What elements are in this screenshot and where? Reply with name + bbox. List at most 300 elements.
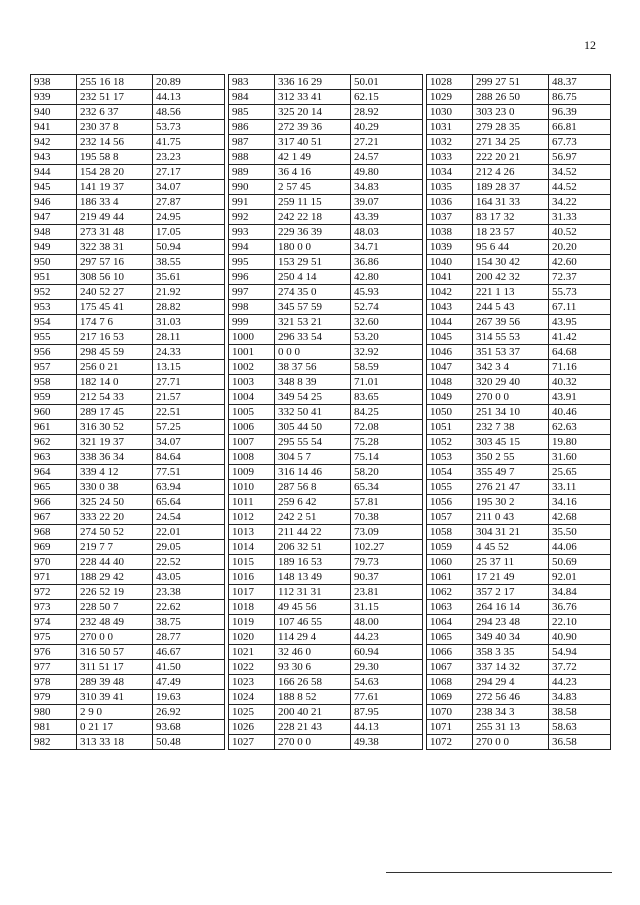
point-number-cell: 966 xyxy=(31,495,77,510)
point-number-cell: 1012 xyxy=(229,510,275,525)
distance-cell: 64.68 xyxy=(549,345,611,360)
point-number-cell: 953 xyxy=(31,300,77,315)
angle-cell: 270 0 0 xyxy=(275,735,351,750)
distance-cell: 87.95 xyxy=(351,705,423,720)
distance-cell: 40.46 xyxy=(549,405,611,420)
point-number-cell: 945 xyxy=(31,180,77,195)
angle-cell: 267 39 56 xyxy=(473,315,549,330)
point-number-cell: 1026 xyxy=(229,720,275,735)
distance-cell: 48.00 xyxy=(351,615,423,630)
point-number-cell: 994 xyxy=(229,240,275,255)
point-number-cell: 1063 xyxy=(427,600,473,615)
table-row xyxy=(31,645,611,660)
point-number-cell: 1006 xyxy=(229,420,275,435)
distance-cell: 56.97 xyxy=(549,150,611,165)
angle-cell: 317 40 51 xyxy=(275,135,351,150)
angle-cell: 4 45 52 xyxy=(473,540,549,555)
angle-cell: 222 20 21 xyxy=(473,150,549,165)
point-number-cell: 1068 xyxy=(427,675,473,690)
point-number-cell: 1062 xyxy=(427,585,473,600)
angle-cell: 200 42 32 xyxy=(473,270,549,285)
angle-cell: 264 16 14 xyxy=(473,600,549,615)
distance-cell: 34.07 xyxy=(153,180,225,195)
angle-cell: 349 40 34 xyxy=(473,630,549,645)
point-number-cell: 1035 xyxy=(427,180,473,195)
distance-cell: 43.91 xyxy=(549,390,611,405)
point-number-cell: 1033 xyxy=(427,150,473,165)
point-number-cell: 993 xyxy=(229,225,275,240)
distance-cell: 41.50 xyxy=(153,660,225,675)
distance-cell: 34.52 xyxy=(549,165,611,180)
distance-cell: 40.29 xyxy=(351,120,423,135)
angle-cell: 240 52 27 xyxy=(77,285,153,300)
distance-cell: 45.93 xyxy=(351,285,423,300)
table-row xyxy=(31,585,611,600)
point-number-cell: 1059 xyxy=(427,540,473,555)
distance-cell: 23.81 xyxy=(351,585,423,600)
angle-cell: 195 30 2 xyxy=(473,495,549,510)
point-number-cell: 961 xyxy=(31,420,77,435)
point-number-cell: 1011 xyxy=(229,495,275,510)
point-number-cell: 1054 xyxy=(427,465,473,480)
distance-cell: 36.58 xyxy=(549,735,611,750)
angle-cell: 42 1 49 xyxy=(275,150,351,165)
angle-cell: 270 0 0 xyxy=(473,390,549,405)
point-number-cell: 1061 xyxy=(427,570,473,585)
point-number-cell: 1047 xyxy=(427,360,473,375)
point-number-cell: 977 xyxy=(31,660,77,675)
table-row xyxy=(31,570,611,585)
angle-cell: 228 21 43 xyxy=(275,720,351,735)
distance-cell: 44.23 xyxy=(549,675,611,690)
coordinates-table xyxy=(30,74,611,750)
table-row xyxy=(31,285,611,300)
distance-cell: 58.59 xyxy=(351,360,423,375)
point-number-cell: 1031 xyxy=(427,120,473,135)
point-number-cell: 998 xyxy=(229,300,275,315)
point-number-cell: 991 xyxy=(229,195,275,210)
point-number-cell: 1071 xyxy=(427,720,473,735)
table-row xyxy=(31,150,611,165)
point-number-cell: 965 xyxy=(31,480,77,495)
point-number-cell: 999 xyxy=(229,315,275,330)
angle-cell: 219 49 44 xyxy=(77,210,153,225)
point-number-cell: 1037 xyxy=(427,210,473,225)
point-number-cell: 941 xyxy=(31,120,77,135)
point-number-cell: 1051 xyxy=(427,420,473,435)
angle-cell: 337 14 32 xyxy=(473,660,549,675)
point-number-cell: 1014 xyxy=(229,540,275,555)
angle-cell: 141 19 37 xyxy=(77,180,153,195)
point-number-cell: 955 xyxy=(31,330,77,345)
point-number-cell: 952 xyxy=(31,285,77,300)
point-number-cell: 1032 xyxy=(427,135,473,150)
angle-cell: 148 13 49 xyxy=(275,570,351,585)
distance-cell: 27.21 xyxy=(351,135,423,150)
point-number-cell: 997 xyxy=(229,285,275,300)
angle-cell: 303 45 15 xyxy=(473,435,549,450)
angle-cell: 259 11 15 xyxy=(275,195,351,210)
point-number-cell: 1064 xyxy=(427,615,473,630)
distance-cell: 17.05 xyxy=(153,225,225,240)
angle-cell: 114 29 4 xyxy=(275,630,351,645)
angle-cell: 212 54 33 xyxy=(77,390,153,405)
table-row xyxy=(31,480,611,495)
angle-cell: 166 26 58 xyxy=(275,675,351,690)
angle-cell: 273 31 48 xyxy=(77,225,153,240)
angle-cell: 244 5 43 xyxy=(473,300,549,315)
angle-cell: 325 20 14 xyxy=(275,105,351,120)
angle-cell: 217 16 53 xyxy=(77,330,153,345)
distance-cell: 71.01 xyxy=(351,375,423,390)
angle-cell: 180 0 0 xyxy=(275,240,351,255)
table-row xyxy=(31,300,611,315)
distance-cell: 72.08 xyxy=(351,420,423,435)
point-number-cell: 1044 xyxy=(427,315,473,330)
distance-cell: 28.92 xyxy=(351,105,423,120)
angle-cell: 2 57 45 xyxy=(275,180,351,195)
point-number-cell: 1009 xyxy=(229,465,275,480)
distance-cell: 36.76 xyxy=(549,600,611,615)
distance-cell: 54.63 xyxy=(351,675,423,690)
distance-cell: 65.34 xyxy=(351,480,423,495)
table-row xyxy=(31,90,611,105)
distance-cell: 58.63 xyxy=(549,720,611,735)
distance-cell: 43.39 xyxy=(351,210,423,225)
table-row xyxy=(31,735,611,750)
angle-cell: 2 9 0 xyxy=(77,705,153,720)
distance-cell: 46.67 xyxy=(153,645,225,660)
distance-cell: 93.68 xyxy=(153,720,225,735)
angle-cell: 349 54 25 xyxy=(275,390,351,405)
point-number-cell: 981 xyxy=(31,720,77,735)
angle-cell: 219 7 7 xyxy=(77,540,153,555)
angle-cell: 288 26 50 xyxy=(473,90,549,105)
point-number-cell: 974 xyxy=(31,615,77,630)
distance-cell: 35.50 xyxy=(549,525,611,540)
distance-cell: 83.65 xyxy=(351,390,423,405)
table-row xyxy=(31,75,611,90)
angle-cell: 303 23 0 xyxy=(473,105,549,120)
angle-cell: 230 37 8 xyxy=(77,120,153,135)
distance-cell: 40.32 xyxy=(549,375,611,390)
point-number-cell: 1016 xyxy=(229,570,275,585)
distance-cell: 41.42 xyxy=(549,330,611,345)
distance-cell: 44.23 xyxy=(351,630,423,645)
angle-cell: 271 34 25 xyxy=(473,135,549,150)
angle-cell: 310 39 41 xyxy=(77,690,153,705)
angle-cell: 357 2 17 xyxy=(473,585,549,600)
angle-cell: 17 21 49 xyxy=(473,570,549,585)
angle-cell: 255 31 13 xyxy=(473,720,549,735)
point-number-cell: 1046 xyxy=(427,345,473,360)
angle-cell: 336 16 29 xyxy=(275,75,351,90)
distance-cell: 77.61 xyxy=(351,690,423,705)
angle-cell: 221 1 13 xyxy=(473,285,549,300)
point-number-cell: 1008 xyxy=(229,450,275,465)
distance-cell: 38.58 xyxy=(549,705,611,720)
table-body xyxy=(31,75,611,750)
distance-cell: 40.52 xyxy=(549,225,611,240)
point-number-cell: 1020 xyxy=(229,630,275,645)
table-row xyxy=(31,180,611,195)
point-number-cell: 980 xyxy=(31,705,77,720)
distance-cell: 48.03 xyxy=(351,225,423,240)
distance-cell: 28.82 xyxy=(153,300,225,315)
angle-cell: 164 31 33 xyxy=(473,195,549,210)
angle-cell: 228 50 7 xyxy=(77,600,153,615)
distance-cell: 54.94 xyxy=(549,645,611,660)
distance-cell: 34.83 xyxy=(549,690,611,705)
angle-cell: 289 39 48 xyxy=(77,675,153,690)
point-number-cell: 954 xyxy=(31,315,77,330)
distance-cell: 48.37 xyxy=(549,75,611,90)
distance-cell: 53.73 xyxy=(153,120,225,135)
point-number-cell: 948 xyxy=(31,225,77,240)
table-row xyxy=(31,495,611,510)
angle-cell: 304 5 7 xyxy=(275,450,351,465)
distance-cell: 102.27 xyxy=(351,540,423,555)
point-number-cell: 1015 xyxy=(229,555,275,570)
table-row xyxy=(31,255,611,270)
angle-cell: 200 40 21 xyxy=(275,705,351,720)
angle-cell: 49 45 56 xyxy=(275,600,351,615)
table-row xyxy=(31,105,611,120)
table-row xyxy=(31,450,611,465)
distance-cell: 34.83 xyxy=(351,180,423,195)
distance-cell: 23.23 xyxy=(153,150,225,165)
angle-cell: 304 31 21 xyxy=(473,525,549,540)
point-number-cell: 1036 xyxy=(427,195,473,210)
angle-cell: 154 28 20 xyxy=(77,165,153,180)
point-number-cell: 983 xyxy=(229,75,275,90)
angle-cell: 188 29 42 xyxy=(77,570,153,585)
distance-cell: 44.13 xyxy=(351,720,423,735)
distance-cell: 21.57 xyxy=(153,390,225,405)
table-row xyxy=(31,630,611,645)
angle-cell: 330 0 38 xyxy=(77,480,153,495)
point-number-cell: 1067 xyxy=(427,660,473,675)
point-number-cell: 943 xyxy=(31,150,77,165)
point-number-cell: 1040 xyxy=(427,255,473,270)
point-number-cell: 1024 xyxy=(229,690,275,705)
point-number-cell: 959 xyxy=(31,390,77,405)
point-number-cell: 1002 xyxy=(229,360,275,375)
point-number-cell: 1017 xyxy=(229,585,275,600)
table-row xyxy=(31,555,611,570)
angle-cell: 316 50 57 xyxy=(77,645,153,660)
point-number-cell: 1007 xyxy=(229,435,275,450)
angle-cell: 308 56 10 xyxy=(77,270,153,285)
distance-cell: 31.15 xyxy=(351,600,423,615)
point-number-cell: 988 xyxy=(229,150,275,165)
angle-cell: 297 57 16 xyxy=(77,255,153,270)
distance-cell: 24.95 xyxy=(153,210,225,225)
point-number-cell: 1030 xyxy=(427,105,473,120)
angle-cell: 229 36 39 xyxy=(275,225,351,240)
angle-cell: 274 35 0 xyxy=(275,285,351,300)
table-row xyxy=(31,615,611,630)
angle-cell: 251 34 10 xyxy=(473,405,549,420)
angle-cell: 228 44 40 xyxy=(77,555,153,570)
angle-cell: 0 0 0 xyxy=(275,345,351,360)
distance-cell: 31.33 xyxy=(549,210,611,225)
point-number-cell: 949 xyxy=(31,240,77,255)
distance-cell: 37.72 xyxy=(549,660,611,675)
point-number-cell: 1021 xyxy=(229,645,275,660)
distance-cell: 58.20 xyxy=(351,465,423,480)
angle-cell: 189 16 53 xyxy=(275,555,351,570)
angle-cell: 256 0 21 xyxy=(77,360,153,375)
distance-cell: 24.57 xyxy=(351,150,423,165)
angle-cell: 299 27 51 xyxy=(473,75,549,90)
distance-cell: 24.54 xyxy=(153,510,225,525)
angle-cell: 295 55 54 xyxy=(275,435,351,450)
table-row xyxy=(31,195,611,210)
angle-cell: 305 44 50 xyxy=(275,420,351,435)
point-number-cell: 982 xyxy=(31,735,77,750)
distance-cell: 36.86 xyxy=(351,255,423,270)
angle-cell: 325 24 50 xyxy=(77,495,153,510)
distance-cell: 32.92 xyxy=(351,345,423,360)
distance-cell: 42.80 xyxy=(351,270,423,285)
distance-cell: 34.22 xyxy=(549,195,611,210)
distance-cell: 29.05 xyxy=(153,540,225,555)
point-number-cell: 1001 xyxy=(229,345,275,360)
table-row xyxy=(31,210,611,225)
point-number-cell: 951 xyxy=(31,270,77,285)
point-number-cell: 964 xyxy=(31,465,77,480)
distance-cell: 40.90 xyxy=(549,630,611,645)
point-number-cell: 996 xyxy=(229,270,275,285)
angle-cell: 186 33 4 xyxy=(77,195,153,210)
angle-cell: 296 33 54 xyxy=(275,330,351,345)
point-number-cell: 1010 xyxy=(229,480,275,495)
distance-cell: 70.38 xyxy=(351,510,423,525)
angle-cell: 250 4 14 xyxy=(275,270,351,285)
angle-cell: 188 8 52 xyxy=(275,690,351,705)
distance-cell: 96.39 xyxy=(549,105,611,120)
distance-cell: 67.73 xyxy=(549,135,611,150)
point-number-cell: 1056 xyxy=(427,495,473,510)
table-row xyxy=(31,165,611,180)
point-number-cell: 1042 xyxy=(427,285,473,300)
angle-cell: 259 6 42 xyxy=(275,495,351,510)
table-row xyxy=(31,270,611,285)
page-number: 12 xyxy=(584,38,596,52)
angle-cell: 211 44 22 xyxy=(275,525,351,540)
point-number-cell: 976 xyxy=(31,645,77,660)
table-row xyxy=(31,720,611,735)
distance-cell: 19.63 xyxy=(153,690,225,705)
point-number-cell: 1019 xyxy=(229,615,275,630)
distance-cell: 50.01 xyxy=(351,75,423,90)
table-row xyxy=(31,465,611,480)
distance-cell: 34.71 xyxy=(351,240,423,255)
point-number-cell: 1065 xyxy=(427,630,473,645)
table-row xyxy=(31,330,611,345)
angle-cell: 298 45 59 xyxy=(77,345,153,360)
table-row xyxy=(31,360,611,375)
angle-cell: 0 21 17 xyxy=(77,720,153,735)
table-row xyxy=(31,120,611,135)
distance-cell: 38.75 xyxy=(153,615,225,630)
angle-cell: 93 30 6 xyxy=(275,660,351,675)
point-number-cell: 989 xyxy=(229,165,275,180)
angle-cell: 232 48 49 xyxy=(77,615,153,630)
angle-cell: 294 29 4 xyxy=(473,675,549,690)
point-number-cell: 979 xyxy=(31,690,77,705)
distance-cell: 27.17 xyxy=(153,165,225,180)
footer-rule xyxy=(386,872,612,873)
distance-cell: 34.84 xyxy=(549,585,611,600)
angle-cell: 312 33 41 xyxy=(275,90,351,105)
angle-cell: 311 51 17 xyxy=(77,660,153,675)
distance-cell: 62.63 xyxy=(549,420,611,435)
distance-cell: 60.94 xyxy=(351,645,423,660)
point-number-cell: 1066 xyxy=(427,645,473,660)
point-number-cell: 1050 xyxy=(427,405,473,420)
distance-cell: 19.80 xyxy=(549,435,611,450)
angle-cell: 270 0 0 xyxy=(473,735,549,750)
table-row xyxy=(31,600,611,615)
angle-cell: 232 6 37 xyxy=(77,105,153,120)
distance-cell: 32.60 xyxy=(351,315,423,330)
angle-cell: 314 55 53 xyxy=(473,330,549,345)
table-row xyxy=(31,405,611,420)
distance-cell: 49.80 xyxy=(351,165,423,180)
distance-cell: 35.61 xyxy=(153,270,225,285)
angle-cell: 321 19 37 xyxy=(77,435,153,450)
point-number-cell: 972 xyxy=(31,585,77,600)
point-number-cell: 956 xyxy=(31,345,77,360)
angle-cell: 272 39 36 xyxy=(275,120,351,135)
point-number-cell: 1053 xyxy=(427,450,473,465)
distance-cell: 55.73 xyxy=(549,285,611,300)
point-number-cell: 1000 xyxy=(229,330,275,345)
distance-cell: 31.03 xyxy=(153,315,225,330)
distance-cell: 22.52 xyxy=(153,555,225,570)
table-row xyxy=(31,690,611,705)
angle-cell: 182 14 0 xyxy=(77,375,153,390)
point-number-cell: 986 xyxy=(229,120,275,135)
angle-cell: 313 33 18 xyxy=(77,735,153,750)
distance-cell: 53.20 xyxy=(351,330,423,345)
angle-cell: 154 30 42 xyxy=(473,255,549,270)
point-number-cell: 969 xyxy=(31,540,77,555)
distance-cell: 50.94 xyxy=(153,240,225,255)
angle-cell: 174 7 6 xyxy=(77,315,153,330)
point-number-cell: 940 xyxy=(31,105,77,120)
distance-cell: 34.16 xyxy=(549,495,611,510)
point-number-cell: 958 xyxy=(31,375,77,390)
angle-cell: 348 8 39 xyxy=(275,375,351,390)
point-number-cell: 967 xyxy=(31,510,77,525)
point-number-cell: 1018 xyxy=(229,600,275,615)
point-number-cell: 984 xyxy=(229,90,275,105)
distance-cell: 22.10 xyxy=(549,615,611,630)
table-row xyxy=(31,225,611,240)
angle-cell: 316 30 52 xyxy=(77,420,153,435)
distance-cell: 71.16 xyxy=(549,360,611,375)
angle-cell: 175 45 41 xyxy=(77,300,153,315)
distance-cell: 33.11 xyxy=(549,480,611,495)
point-number-cell: 995 xyxy=(229,255,275,270)
angle-cell: 112 31 31 xyxy=(275,585,351,600)
angle-cell: 242 22 18 xyxy=(275,210,351,225)
point-number-cell: 987 xyxy=(229,135,275,150)
point-number-cell: 1052 xyxy=(427,435,473,450)
